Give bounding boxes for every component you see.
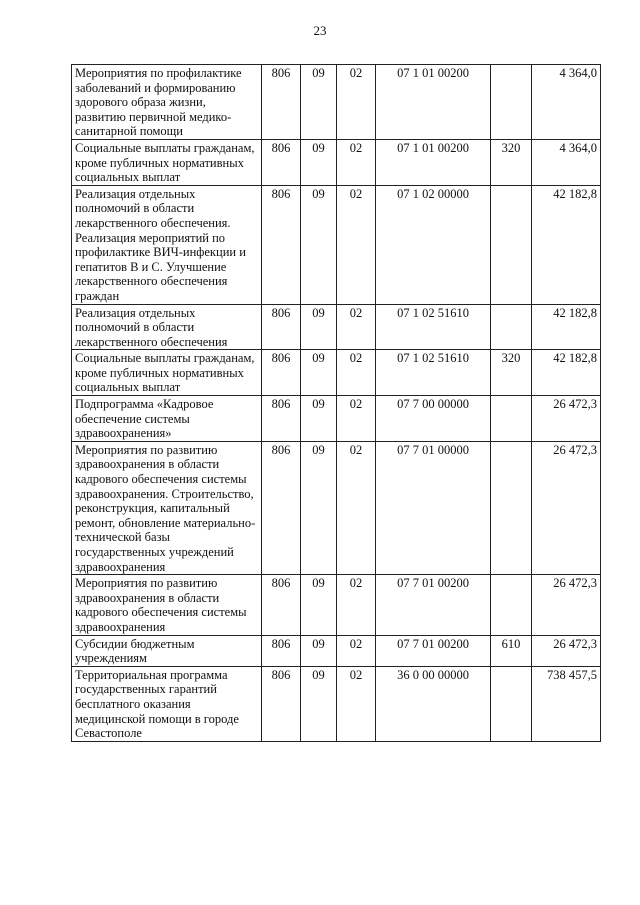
table-row: [72, 304, 601, 350]
table-row: [72, 575, 601, 635]
target-article-cell: 07 1 02 00000: [376, 185, 491, 304]
target-article-cell: 36 0 00 00000: [376, 666, 491, 741]
item-name-cell: Реализация отдельных полномочий в области лекарственного обеспечения. Реализация мероприятий по профилактике ВИЧ-инфекции и гепатитов В и С. Улучшение лекарственного обеспечения граждан: [72, 185, 262, 304]
amount-cell: 26 472,3: [532, 441, 601, 574]
item-name-cell: Реализация отдельных полномочий в области лекарственного обеспечения: [72, 304, 262, 350]
subsection-code-cell: 02: [337, 139, 376, 185]
table-row: [72, 441, 601, 574]
table-row: [72, 185, 601, 304]
expense-type-cell: [491, 441, 532, 574]
target-article-cell: 07 7 00 00000: [376, 396, 491, 442]
amount-cell: 26 472,3: [532, 396, 601, 442]
expense-type-cell: [491, 575, 532, 635]
subsection-code-cell: 02: [337, 185, 376, 304]
budget-table: [71, 64, 601, 742]
section-code-cell: 09: [301, 139, 337, 185]
amount-cell: 42 182,8: [532, 350, 601, 396]
table-row: [72, 635, 601, 666]
section-code-cell: 09: [301, 575, 337, 635]
expense-type-cell: 320: [491, 139, 532, 185]
section-code-cell: 09: [301, 635, 337, 666]
table-row: [72, 396, 601, 442]
table-row: [72, 666, 601, 741]
subsection-code-cell: 02: [337, 396, 376, 442]
target-article-cell: 07 7 01 00200: [376, 635, 491, 666]
item-name-cell: Мероприятия по профилактике заболеваний и формированию здорового образа жизни, развитию первичной медико-санитарной помощи: [72, 65, 262, 140]
ministry-code-cell: 806: [262, 441, 301, 574]
subsection-code-cell: 02: [337, 304, 376, 350]
ministry-code-cell: 806: [262, 65, 301, 140]
section-code-cell: 09: [301, 350, 337, 396]
expense-type-cell: [491, 666, 532, 741]
target-article-cell: 07 1 01 00200: [376, 139, 491, 185]
subsection-code-cell: 02: [337, 575, 376, 635]
ministry-code-cell: 806: [262, 350, 301, 396]
amount-cell: 738 457,5: [532, 666, 601, 741]
subsection-code-cell: 02: [337, 441, 376, 574]
subsection-code-cell: 02: [337, 635, 376, 666]
expense-type-cell: 320: [491, 350, 532, 396]
expense-type-cell: 610: [491, 635, 532, 666]
section-code-cell: 09: [301, 65, 337, 140]
target-article-cell: 07 7 01 00200: [376, 575, 491, 635]
amount-cell: 26 472,3: [532, 635, 601, 666]
ministry-code-cell: 806: [262, 139, 301, 185]
item-name-cell: Территориальная программа государственных гарантий бесплатного оказания медицинской помощи в городе Севастополе: [72, 666, 262, 741]
target-article-cell: 07 7 01 00000: [376, 441, 491, 574]
item-name-cell: Социальные выплаты гражданам, кроме публичных нормативных социальных выплат: [72, 139, 262, 185]
amount-cell: 42 182,8: [532, 304, 601, 350]
ministry-code-cell: 806: [262, 575, 301, 635]
subsection-code-cell: 02: [337, 666, 376, 741]
item-name-cell: Мероприятия по развитию здравоохранения в области кадрового обеспечения системы здравоохранения: [72, 575, 262, 635]
amount-cell: 26 472,3: [532, 575, 601, 635]
expense-type-cell: [491, 185, 532, 304]
item-name-cell: Социальные выплаты гражданам, кроме публичных нормативных социальных выплат: [72, 350, 262, 396]
ministry-code-cell: 806: [262, 185, 301, 304]
section-code-cell: 09: [301, 185, 337, 304]
target-article-cell: 07 1 01 00200: [376, 65, 491, 140]
ministry-code-cell: 806: [262, 635, 301, 666]
ministry-code-cell: 806: [262, 304, 301, 350]
section-code-cell: 09: [301, 441, 337, 574]
amount-cell: 4 364,0: [532, 65, 601, 140]
table-row: [72, 139, 601, 185]
table-row: [72, 350, 601, 396]
page-number: 23: [313, 23, 327, 38]
target-article-cell: 07 1 02 51610: [376, 350, 491, 396]
amount-cell: 4 364,0: [532, 139, 601, 185]
item-name-cell: Субсидии бюджетным учреждениям: [72, 635, 262, 666]
ministry-code-cell: 806: [262, 396, 301, 442]
item-name-cell: Подпрограмма «Кадровое обеспечение системы здравоохранения»: [72, 396, 262, 442]
expense-type-cell: [491, 396, 532, 442]
ministry-code-cell: 806: [262, 666, 301, 741]
subsection-code-cell: 02: [337, 65, 376, 140]
section-code-cell: 09: [301, 666, 337, 741]
section-code-cell: 09: [301, 396, 337, 442]
expense-type-cell: [491, 65, 532, 140]
table-row: [72, 65, 601, 140]
target-article-cell: 07 1 02 51610: [376, 304, 491, 350]
item-name-cell: Мероприятия по развитию здравоохранения в области кадрового обеспечения системы здравоохранения. Строительство, реконструкция, капитальный ремонт, обновление материально-технической базы государственных учреждений здравоохранения: [72, 441, 262, 574]
expense-type-cell: [491, 304, 532, 350]
section-code-cell: 09: [301, 304, 337, 350]
subsection-code-cell: 02: [337, 350, 376, 396]
amount-cell: 42 182,8: [532, 185, 601, 304]
